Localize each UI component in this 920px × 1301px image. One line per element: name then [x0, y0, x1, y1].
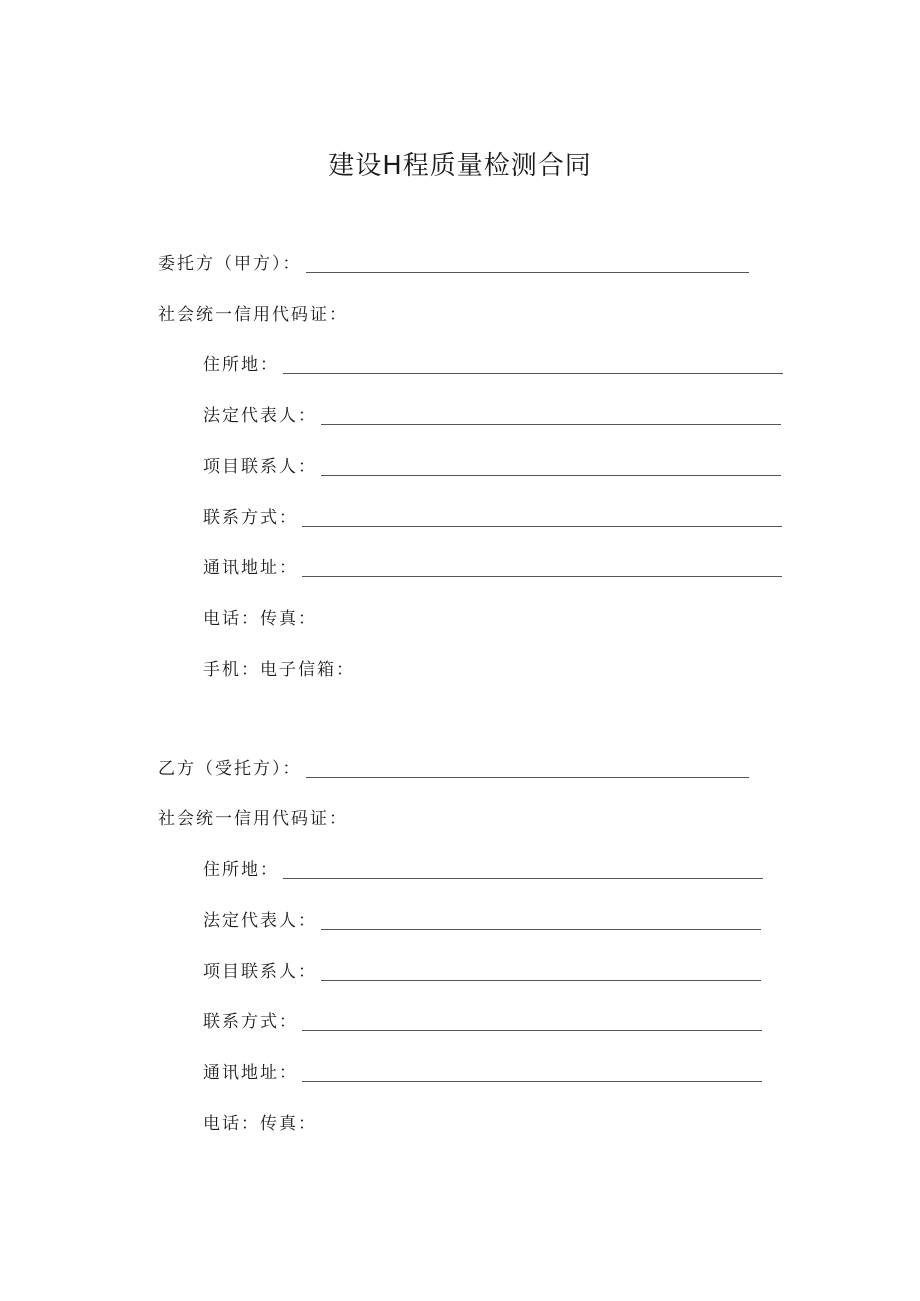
party-b-credit-code-label: 社会统一信用代码证：	[158, 809, 348, 829]
party-b-contact-method-field[interactable]	[302, 1030, 762, 1031]
party-b-legal-rep-label: 法定代表人：	[203, 911, 317, 931]
party-a-header-label: 委托方（甲方）：	[158, 254, 302, 274]
party-a-project-contact-field[interactable]	[321, 475, 781, 476]
party-a-name-field[interactable]	[306, 272, 749, 273]
party-b-header-label: 乙方（受托方）：	[158, 759, 302, 779]
party-b-address-field[interactable]	[283, 878, 763, 879]
party-b-project-contact-field[interactable]	[321, 980, 761, 981]
party-b-contact-method-row	[203, 1009, 762, 1035]
party-a-credit-code-row	[158, 302, 348, 328]
party-a-project-contact-row	[203, 454, 781, 480]
party-a-legal-rep-label: 法定代表人：	[203, 406, 317, 426]
party-a-mobile-email-label: 手机：电子信箱：	[203, 660, 355, 680]
party-a-credit-code-label: 社会统一信用代码证：	[158, 305, 348, 325]
party-b-phone-fax-row	[203, 1111, 317, 1137]
party-a-address-field[interactable]	[283, 373, 783, 374]
party-a-address-label: 住所地：	[203, 355, 279, 375]
party-a-contact-method-label: 联系方式：	[203, 508, 298, 528]
party-b-name-field[interactable]	[306, 777, 749, 778]
party-b-mail-address-row	[203, 1060, 762, 1086]
party-a-legal-rep-row	[203, 403, 781, 429]
party-a-contact-method-row	[203, 505, 782, 531]
party-b-project-contact-row	[203, 959, 761, 985]
party-a-mail-address-label: 通讯地址：	[203, 558, 298, 578]
party-a-mobile-email-row	[203, 657, 355, 683]
party-a-contact-method-field[interactable]	[302, 526, 782, 527]
party-b-legal-rep-row	[203, 908, 761, 934]
party-a-mail-address-field[interactable]	[302, 576, 782, 577]
party-b-credit-code-row	[158, 806, 348, 832]
party-a-header-row	[158, 251, 749, 277]
party-b-header-row	[158, 756, 749, 782]
party-a-phone-fax-row	[203, 606, 317, 632]
party-b-mail-address-field[interactable]	[302, 1081, 762, 1082]
party-a-mail-address-row	[203, 555, 782, 581]
party-b-contact-method-label: 联系方式：	[203, 1012, 298, 1032]
party-b-mail-address-label: 通讯地址：	[203, 1063, 298, 1083]
party-a-legal-rep-field[interactable]	[321, 424, 781, 425]
party-b-phone-fax-label: 电话：传真：	[203, 1114, 317, 1134]
party-b-address-label: 住所地：	[203, 860, 279, 880]
party-b-project-contact-label: 项目联系人：	[203, 962, 317, 982]
party-b-address-row	[203, 857, 763, 883]
party-a-phone-fax-label: 电话：传真：	[203, 609, 317, 629]
party-a-project-contact-label: 项目联系人：	[203, 457, 317, 477]
contract-title: 建设H程质量检测合同	[328, 151, 592, 181]
party-a-address-row	[203, 352, 783, 378]
party-b-legal-rep-field[interactable]	[321, 929, 761, 930]
